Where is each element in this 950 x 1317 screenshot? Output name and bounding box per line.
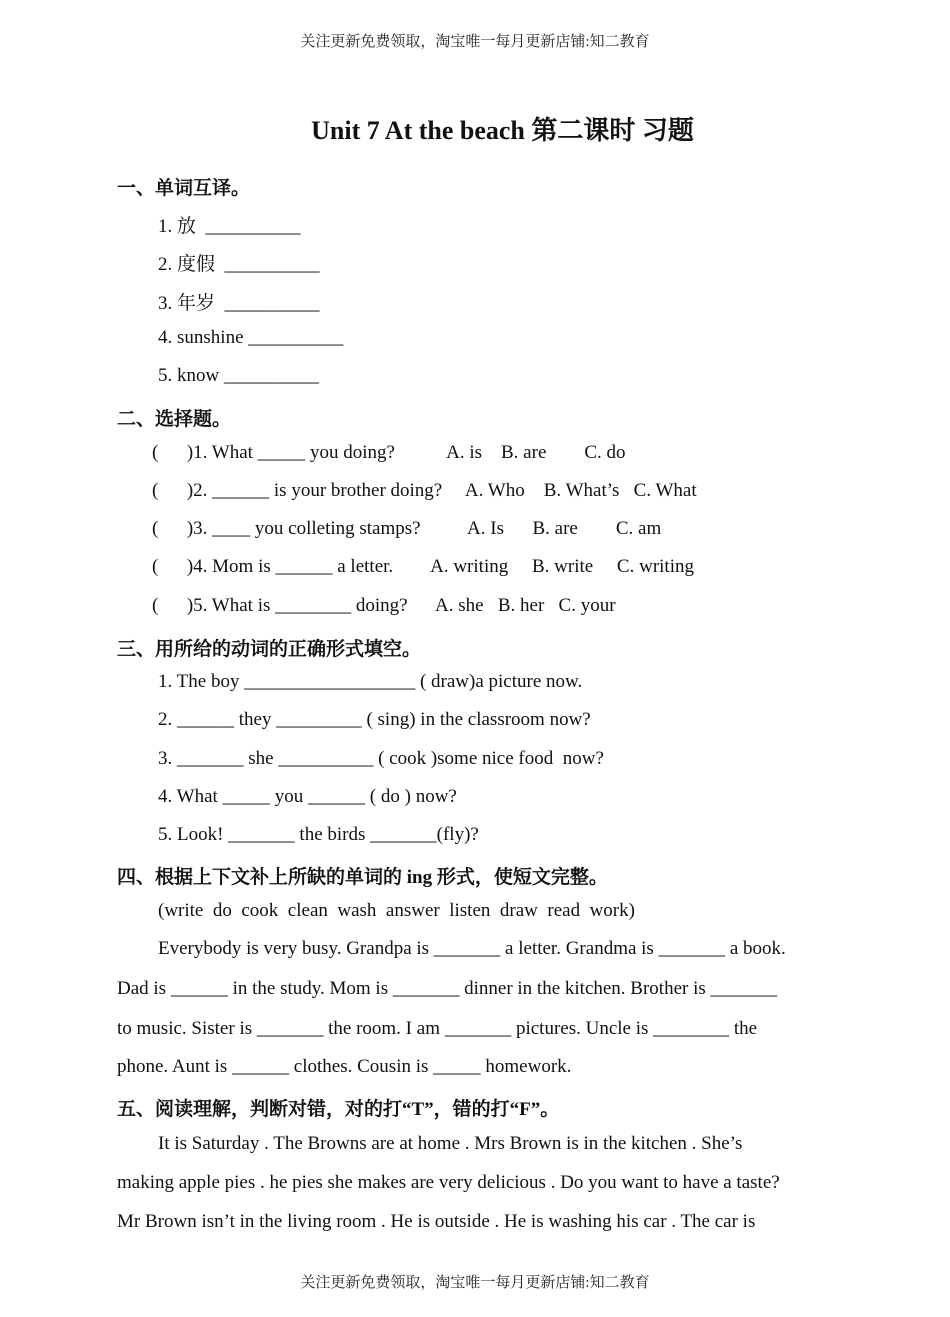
page-title: Unit 7 At the beach 第二课时 习题 [311, 116, 694, 145]
section-1-item: 4. sunshine __________ [158, 327, 344, 348]
section-3-heading: 三、用所给的动词的正确形式填空。 [117, 639, 422, 660]
section-1-item: 5. know __________ [158, 365, 319, 386]
fill-question: 4. What _____ you ______ ( do ) now? [158, 786, 457, 807]
word-bank: (write do cook clean wash answer listen draw read work) [158, 900, 635, 921]
reading-line: Mr Brown isn’t in the living room . He is outside . He is washing his car . The car is [117, 1211, 756, 1232]
section-2-heading: 二、选择题。 [117, 409, 232, 430]
section-1-item: 3. 年岁 __________ [158, 293, 320, 314]
choice-question: ( )1. What _____ you doing? A. is B. are C. do [152, 442, 626, 463]
choice-question: ( )3. ____ you colleting stamps? A. Is B. are C. am [152, 518, 662, 539]
section-4-heading: 四、根据上下文补上所缺的单词的 ing 形式，使短文完整。 [117, 867, 608, 888]
fill-question: 2. ______ they _________ ( sing) in the classroom now? [158, 709, 591, 730]
page-footer: 关注更新免费领取，淘宝唯一每月更新店铺:知二教育 [300, 1275, 650, 1291]
fill-question: 1. The boy __________________ ( draw)a picture now. [158, 671, 583, 692]
passage-line: Everybody is very busy. Grandpa is _______ a letter. Grandma is _______ a book. [158, 938, 786, 959]
passage-line: to music. Sister is _______ the room. I am _______ pictures. Uncle is ________ the [117, 1018, 758, 1039]
choice-question: ( )5. What is ________ doing? A. she B. her C. your [152, 595, 616, 616]
passage-line: Dad is ______ in the study. Mom is _______ dinner in the kitchen. Brother is _______ [117, 978, 778, 999]
page-header: 关注更新免费领取，淘宝唯一每月更新店铺:知二教育 [300, 34, 650, 50]
section-5-heading: 五、阅读理解，判断对错，对的打“T”，错的打“F”。 [117, 1099, 560, 1120]
reading-line: It is Saturday . The Browns are at home . Mrs Brown is in the kitchen . She’s [158, 1133, 743, 1154]
fill-question: 3. _______ she __________ ( cook )some nice food now? [158, 748, 604, 769]
choice-question: ( )2. ______ is your brother doing? A. Who B. What’s C. What [152, 480, 697, 501]
reading-line: making apple pies . he pies she makes are very delicious . Do you want to have a taste? [117, 1172, 780, 1193]
choice-question: ( )4. Mom is ______ a letter. A. writing B. write C. writing [152, 556, 694, 577]
section-1-heading: 一、单词互译。 [117, 178, 251, 199]
fill-question: 5. Look! _______ the birds _______(fly)? [158, 824, 479, 845]
passage-line: phone. Aunt is ______ clothes. Cousin is _____ homework. [117, 1056, 572, 1077]
section-1-item: 1. 放 __________ [158, 216, 301, 237]
section-1-item: 2. 度假 __________ [158, 254, 320, 275]
